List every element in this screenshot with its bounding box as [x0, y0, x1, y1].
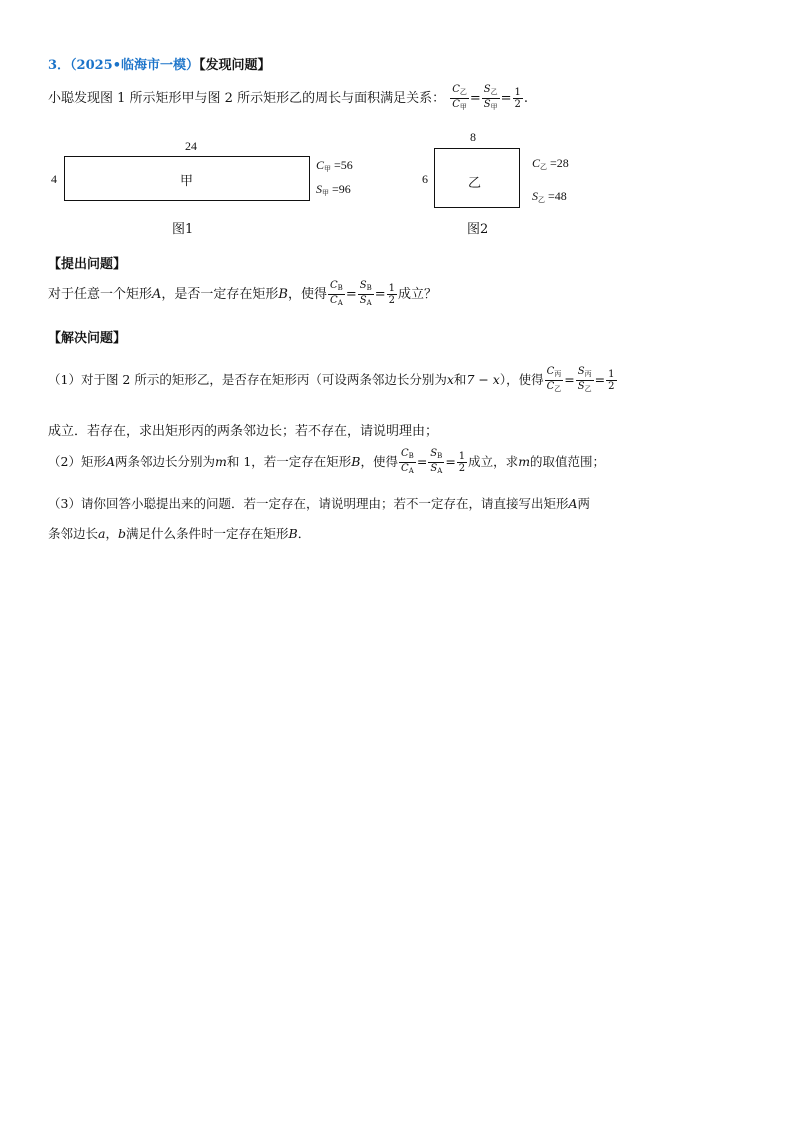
- fraction-s: $\frac{S_B}{S_A}$: [359, 280, 372, 307]
- fig1-caption: 图1: [172, 222, 194, 237]
- fraction-half: $\frac{1}{2}$: [388, 283, 396, 306]
- fig2-caption: 图2: [467, 222, 489, 237]
- question-1-line1: （1）对于图 2 所示的矩形乙，是否存在矩形丙（可设两条邻边长分别为x和7 − x），使得 $\frac{C_丙}{C_乙}$ = $\frac{S_丙}{S_乙}$ = $\frac{1}{2}$: [48, 366, 615, 393]
- fraction-c: $\frac{C_乙}{C_甲}$: [452, 84, 467, 111]
- fig1-width-label: 24: [185, 139, 197, 153]
- fraction-c: $\frac{C_B}{C_A}$: [401, 448, 414, 475]
- section-title-solve: 【解决问题】: [48, 331, 127, 346]
- question-3-line1: （3）请你回答小聪提出来的问题．若一定存在，请说明理由；若不一定存在，请直接写出矩形A两: [48, 496, 591, 511]
- fig2-area: $S_乙 =48$: [532, 189, 567, 204]
- fraction-s: $\frac{S_乙}{S_甲}$: [483, 84, 498, 111]
- intro-line: 小聪发现图 1 所示矩形甲与图 2 所示矩形乙的周长与面积满足关系： $\frac{C_乙}{C_甲}$ = $\frac{S_乙}{S_甲}$ = $\frac{1}{2}$ .: [48, 84, 529, 111]
- fraction-c: $\frac{C_B}{C_A}$: [330, 280, 343, 307]
- fig1-area: $S_甲 =96$: [316, 182, 351, 197]
- fig2-height-label: 6: [422, 172, 428, 186]
- fraction-half: $\frac{1}{2}$: [608, 369, 615, 392]
- section-title-discover: 【发现问题】: [199, 58, 271, 73]
- question-3-line2: 条邻边长a，b满足什么条件时一定存在矩形B．: [48, 526, 311, 541]
- fig1-inner-label: 甲: [180, 174, 194, 189]
- fraction-half: $\frac{1}{2}$: [458, 451, 466, 474]
- fraction-s: $\frac{S_丙}{S_乙}$: [577, 366, 592, 393]
- fig1-perimeter: $C_甲 =56$: [316, 158, 353, 173]
- question-1-line2: 成立．若存在，求出矩形丙的两条邻边长；若不存在，请说明理由；: [48, 424, 439, 439]
- question-number: 3．: [48, 58, 71, 73]
- fig2-perimeter: $C_乙 =28$: [532, 156, 569, 171]
- propose-question: 对于任意一个矩形A，是否一定存在矩形B，使得 $\frac{C_B}{C_A}$ = $\frac{S_B}{S_A}$ = $\frac{1}{2}$ 成立？: [48, 280, 438, 307]
- section-title-propose: 【提出问题】: [48, 257, 127, 272]
- fig2-width-label: 8: [470, 130, 476, 144]
- fig1-height-label: 4: [51, 172, 57, 186]
- intro-text: 小聪发现图 1 所示矩形甲与图 2 所示矩形乙的周长与面积满足关系：: [48, 91, 446, 106]
- fraction-half: $\frac{1}{2}$: [514, 87, 521, 110]
- fraction-s: $\frac{S_B}{S_A}$: [430, 448, 443, 475]
- fraction-c: $\frac{C_丙}{C_乙}$: [546, 366, 562, 393]
- question-header: [48, 54, 271, 73]
- fig2-inner-label: 乙: [468, 176, 482, 191]
- question-2: （2）矩形A两条邻边长分别为m和 1，若一定存在矩形B，使得 $\frac{C_B}{C_A}$ = $\frac{S_B}{S_A}$ = $\frac{1}{2}$ 成立，求m的取值范围；: [48, 448, 606, 475]
- question-source: （2025•临海市一模）: [70, 58, 200, 73]
